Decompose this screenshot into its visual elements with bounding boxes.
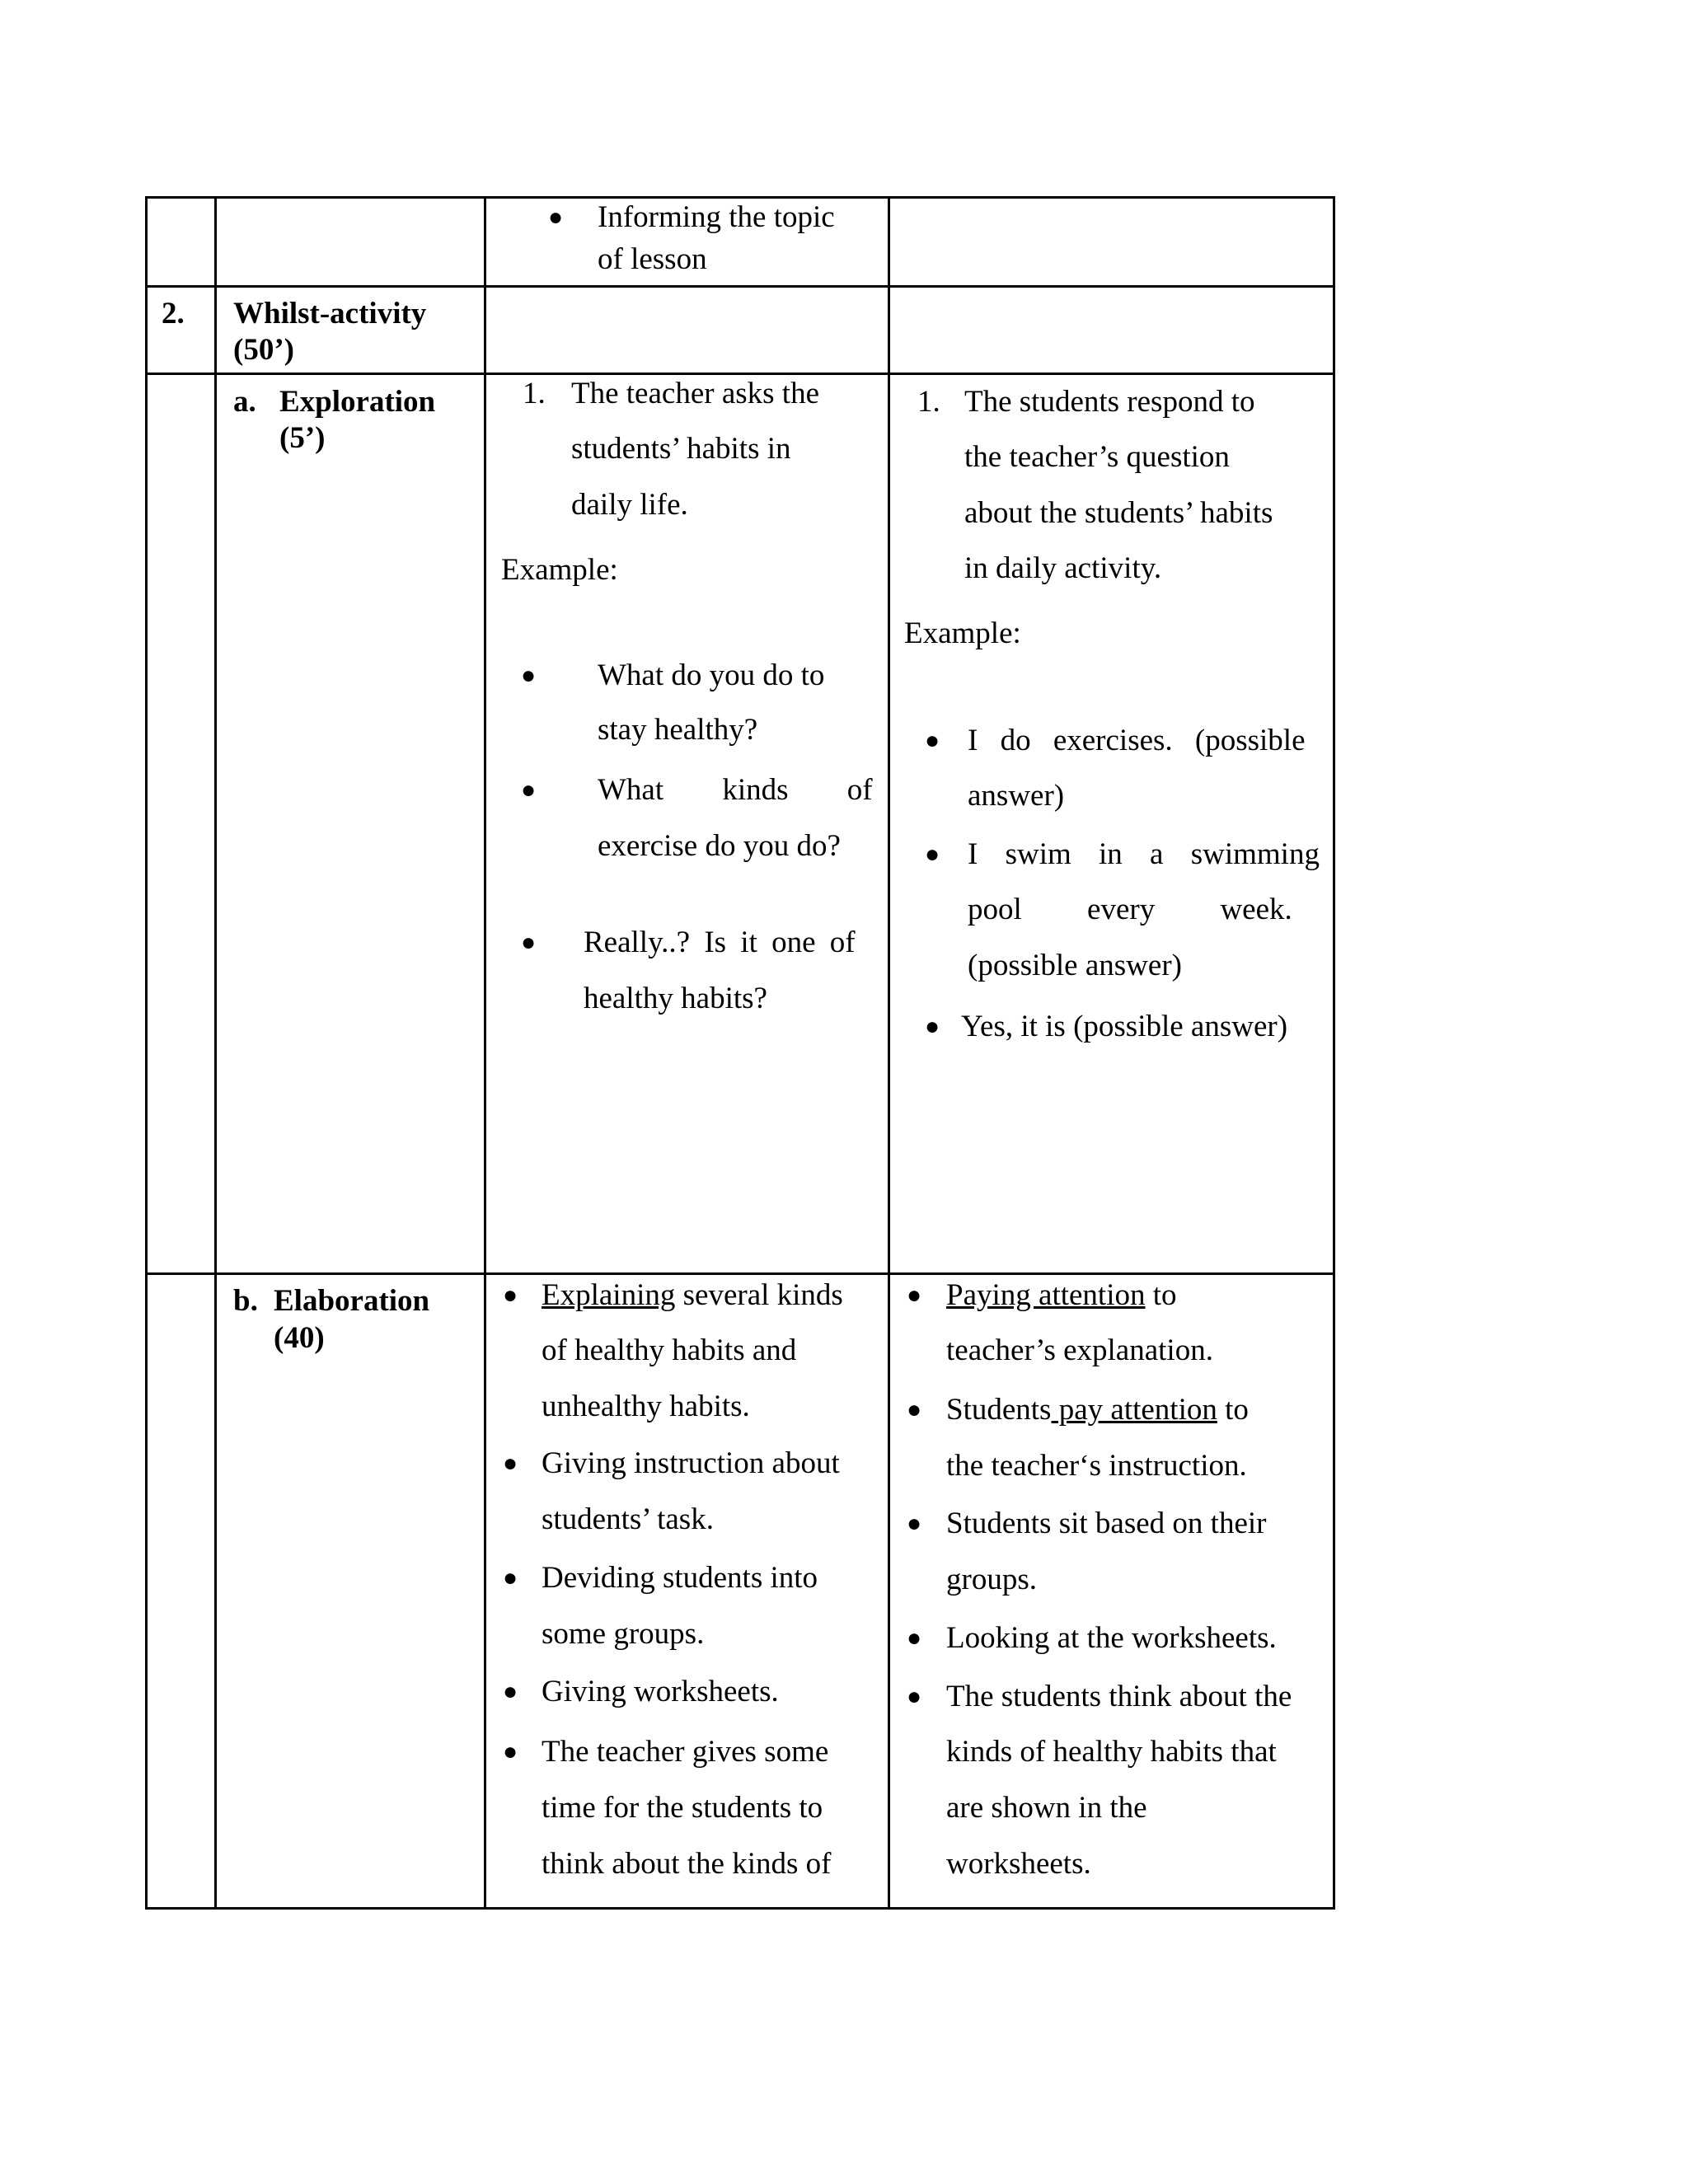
- stage-label: b.: [233, 1284, 258, 1318]
- bullet-icon: ●: [925, 727, 940, 754]
- bullet-icon: ●: [503, 1564, 518, 1591]
- student-item-line: Paying attention to: [946, 1278, 1177, 1312]
- row-divider: [146, 285, 1335, 288]
- stage-duration: (40): [274, 1321, 325, 1355]
- bullet-icon: ●: [503, 1282, 518, 1309]
- teacher-activity-line: of lesson: [598, 242, 707, 276]
- teacher-item-line: Giving instruction about: [542, 1446, 840, 1480]
- teacher-item-line: some groups.: [542, 1617, 705, 1651]
- stage-title: Elaboration: [274, 1284, 430, 1318]
- teacher-example-line: exercise do you do?: [598, 829, 841, 863]
- student-item-line: groups.: [946, 1563, 1037, 1596]
- teacher-item-line: Giving worksheets.: [542, 1675, 779, 1708]
- column-divider: [484, 196, 486, 1910]
- student-step-line: The students respond to: [964, 385, 1255, 419]
- teacher-item-line: Explaining several kinds: [542, 1278, 843, 1312]
- example-label: Example:: [501, 553, 618, 587]
- underlined-text: Explaining: [542, 1278, 676, 1312]
- student-example-line: pool every week.: [968, 893, 1292, 926]
- bullet-icon: ●: [548, 204, 564, 231]
- stage-duration: (50’): [233, 333, 294, 367]
- underlined-text: pay attention: [1051, 1393, 1217, 1427]
- stage-title: Exploration: [279, 385, 436, 419]
- teacher-step-line: students’ habits in: [571, 432, 791, 466]
- teacher-item-line: unhealthy habits.: [542, 1390, 750, 1423]
- student-step-line: in daily activity.: [964, 551, 1162, 585]
- column-divider: [888, 196, 890, 1910]
- teacher-example-line: What do you do to: [598, 658, 825, 692]
- student-step-line: about the students’ habits: [964, 496, 1273, 530]
- teacher-step-line: The teacher asks the: [571, 377, 819, 410]
- table-border-right: [1333, 196, 1335, 1910]
- table-border-top: [146, 196, 1335, 199]
- bullet-icon: ●: [503, 1678, 518, 1705]
- teacher-activity-line: [598, 199, 849, 236]
- table-border-left: [145, 196, 148, 1910]
- row-divider: [146, 373, 1335, 375]
- underlined-text: Paying attention: [946, 1278, 1146, 1312]
- student-example-line: I swim in a swimming: [968, 837, 1320, 871]
- bullet-icon: ●: [907, 1624, 922, 1652]
- row-divider: [146, 1272, 1335, 1275]
- bullet-icon: ●: [521, 929, 537, 956]
- student-example-line: answer): [968, 779, 1065, 813]
- step-number: 1.: [523, 377, 546, 410]
- table-border-bottom: [146, 1907, 1335, 1910]
- teacher-example-line: stay healthy?: [598, 713, 758, 747]
- student-item-line: the teacher‘s instruction.: [946, 1449, 1247, 1483]
- teacher-activity-text: Informing the topic: [598, 200, 835, 234]
- teacher-item-line: Deviding students into: [542, 1561, 818, 1595]
- teacher-item-line: of healthy habits and: [542, 1333, 797, 1367]
- row-number: 2.: [162, 297, 185, 330]
- teacher-step-line: daily life.: [571, 488, 688, 522]
- bullet-icon: ●: [907, 1510, 922, 1537]
- teacher-item-line: students’ task.: [542, 1502, 714, 1536]
- bullet-icon: ●: [521, 662, 537, 689]
- student-example-line: I do exercises. (possible: [968, 724, 1306, 757]
- step-number: 1.: [917, 385, 940, 419]
- bullet-icon: ●: [907, 1396, 922, 1423]
- bullet-icon: ●: [925, 841, 940, 868]
- stage-duration: (5’): [279, 421, 326, 455]
- student-step-line: the teacher’s question: [964, 440, 1230, 474]
- teacher-item-line: time for the students to: [542, 1791, 823, 1825]
- student-example-line: (possible answer): [968, 949, 1182, 982]
- bullet-icon: ●: [521, 776, 537, 804]
- student-item-line: are shown in the: [946, 1791, 1147, 1825]
- student-item-line: Students sit based on their: [946, 1507, 1267, 1540]
- student-item-line: kinds of healthy habits that: [946, 1735, 1277, 1769]
- student-item-line: worksheets.: [946, 1847, 1091, 1881]
- teacher-example-line: Really..? Is it one of: [584, 926, 856, 959]
- bullet-icon: ●: [907, 1683, 922, 1710]
- bullet-icon: ●: [925, 1013, 940, 1040]
- bullet-icon: ●: [907, 1282, 922, 1309]
- student-item-line: The students think about the: [946, 1680, 1292, 1713]
- teacher-example-line: healthy habits?: [584, 982, 767, 1015]
- student-example-line: Yes, it is (possible answer): [961, 1010, 1288, 1043]
- student-item-line: Students pay attention to: [946, 1393, 1249, 1427]
- bullet-icon: ●: [503, 1738, 518, 1765]
- student-item-line: Looking at the worksheets.: [946, 1621, 1277, 1655]
- teacher-item-line: think about the kinds of: [542, 1847, 832, 1881]
- bullet-icon: ●: [503, 1450, 518, 1477]
- stage-label: a.: [233, 385, 256, 419]
- column-divider: [214, 196, 217, 1910]
- teacher-example-line: What kinds of: [598, 773, 873, 807]
- teacher-item-line: The teacher gives some: [542, 1735, 829, 1769]
- example-label: Example:: [904, 616, 1021, 650]
- student-item-line: teacher’s explanation.: [946, 1333, 1213, 1367]
- stage-title: Whilst-activity: [233, 297, 427, 330]
